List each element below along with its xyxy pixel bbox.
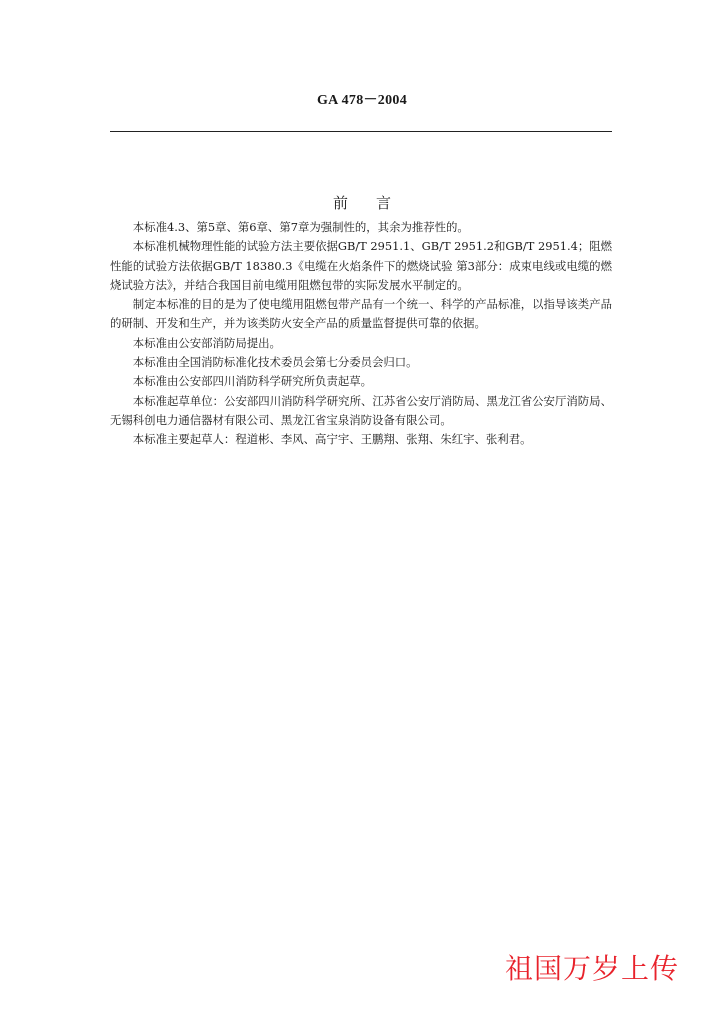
section-title-foreword [0,192,724,213]
paragraph-drafters: 本标准主要起草人：程道彬、李风、高宁宇、王鹏翔、张翔、朱红宇、张利君。 [132,432,532,447]
paragraph-proposed-by: 本标准由公安部消防局提出。 [132,335,281,350]
section-title-part-1: 前 [332,194,348,212]
header-divider [110,131,612,132]
document-code: GA 478－2004 [316,93,408,108]
paragraph-test-methods: 本标准机械物理性能的试验方法主要依据GB/T 2951.1、GB/T 2951.2和GB/T 2951.4；阻燃性能的试验方法依据GB/T 18380.3《电缆在火焰条件下的燃烧试验 第3部分：成束电线或电缆的燃烧试验方法》，并结合我国目前电缆用阻燃包带的实际发展水平制定的。 [110,239,612,292]
paragraph-purpose: 制定本标准的目的是为了使电缆用阻燃包带产品有一个统一、科学的产品标准，以指导该类产品的研制、开发和生产，并为该类防火安全产品的质量监督提供可靠的依据。 [110,297,612,331]
section-title-part-2: 言 [376,194,392,212]
paragraph-drafting-units: 本标准起草单位：公安部四川消防科学研究所、江苏省公安厅消防局、黑龙江省公安厅消防局、无锡科创电力通信器材有限公司、黑龙江省宝泉消防设备有限公司。 [110,393,612,427]
foreword-body [110,218,612,450]
upload-watermark: 祖国万岁上传 [504,952,679,985]
paragraph-mandatory-clauses: 本标准4.3、第5章、第6章、第7章为强制性的，其余为推荐性的。 [132,220,469,234]
paragraph-drafted-by: 本标准由公安部四川消防科学研究所负责起草。 [132,374,373,389]
paragraph-managed-by: 本标准由全国消防标准化技术委员会第七分委员会归口。 [132,355,418,370]
